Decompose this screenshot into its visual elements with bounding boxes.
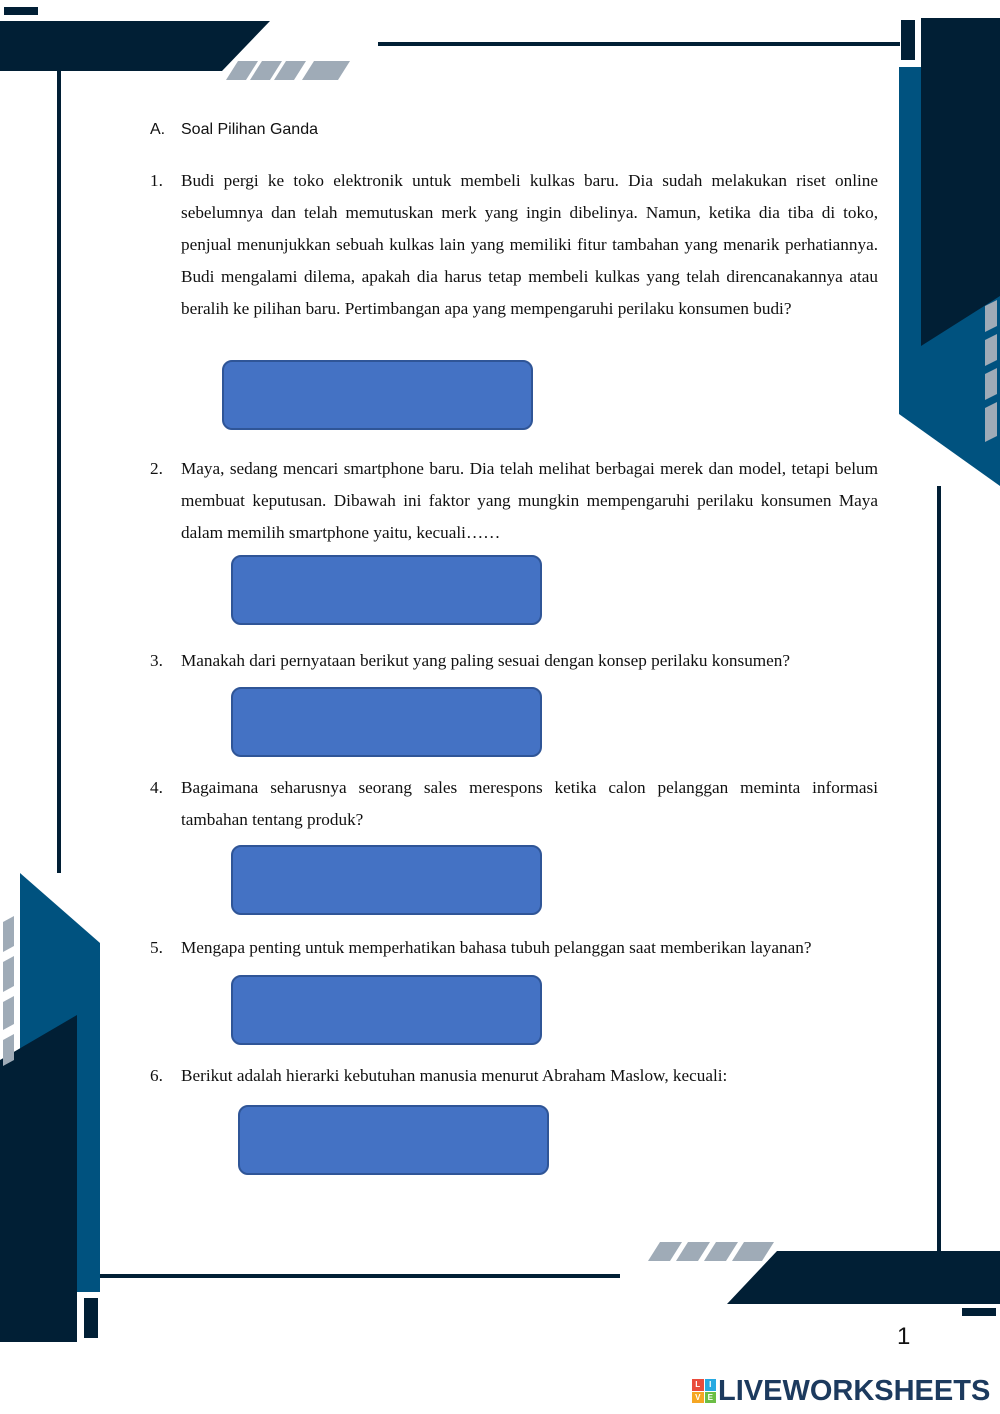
section-letter: A. bbox=[150, 121, 166, 138]
question-text: Maya, sedang mencari smartphone baru. Dia telah melihat berbagai merek dan model, tetapi belum membuat keputusan. Dibawah ini faktor yang mungkin mempengaruhi perilaku konsumen Maya dalam memilih smartphone yaitu, kecuali…… bbox=[181, 459, 878, 542]
bottom-right-footer-bar bbox=[727, 1251, 1000, 1304]
top-left-header-bar bbox=[0, 21, 270, 71]
bottom-left-navy-panel bbox=[0, 1015, 77, 1342]
liveworksheets-logo-icon bbox=[692, 1379, 716, 1403]
answer-box-1[interactable] bbox=[222, 360, 533, 430]
answer-box-3[interactable] bbox=[231, 687, 542, 757]
logo-mark-letter: L bbox=[692, 1379, 704, 1391]
bottom-left-small-block bbox=[84, 1298, 98, 1338]
top-left-stripes bbox=[226, 61, 350, 80]
top-right-navy-panel bbox=[921, 18, 1000, 346]
answer-box-6[interactable] bbox=[238, 1105, 549, 1175]
question-text: Berikut adalah hierarki kebutuhan manusia menurut Abraham Maslow, kecuali: bbox=[181, 1066, 728, 1085]
question-text: Bagaimana seharusnya seorang sales merespons ketika calon pelanggan meminta informasi tambahan tentang produk? bbox=[181, 778, 878, 829]
left-frame-line bbox=[57, 71, 61, 873]
logo-mark-letter: V bbox=[692, 1392, 704, 1404]
liveworksheets-wordmark: LIVEWORKSHEETS bbox=[718, 1374, 991, 1407]
question-number: 3. bbox=[150, 651, 163, 670]
answer-box-2[interactable] bbox=[231, 555, 542, 625]
answer-box-4[interactable] bbox=[231, 845, 542, 915]
bottom-right-small-bar bbox=[962, 1308, 996, 1316]
section-title-text: Soal Pilihan Ganda bbox=[181, 121, 318, 138]
bottom-frame-line bbox=[100, 1274, 620, 1278]
question-2 bbox=[150, 453, 878, 549]
top-left-small-bar bbox=[4, 7, 38, 15]
question-3 bbox=[150, 645, 878, 677]
question-number: 6. bbox=[150, 1066, 163, 1085]
section-title bbox=[150, 121, 318, 139]
logo-mark-letter: I bbox=[705, 1379, 717, 1391]
question-1 bbox=[150, 165, 878, 325]
answer-box-5[interactable] bbox=[231, 975, 542, 1045]
left-stripes bbox=[3, 916, 14, 1066]
question-text: Manakah dari pernyataan berikut yang paling sesuai dengan konsep perilaku konsumen? bbox=[181, 651, 791, 670]
question-number: 1. bbox=[150, 171, 163, 190]
question-5 bbox=[150, 932, 878, 964]
question-number: 5. bbox=[150, 938, 163, 957]
top-frame-line bbox=[378, 42, 900, 46]
bottom-right-stripes bbox=[648, 1242, 774, 1261]
liveworksheets-logo[interactable] bbox=[692, 1376, 990, 1406]
question-number: 2. bbox=[150, 459, 163, 478]
top-right-small-block bbox=[901, 20, 915, 60]
question-text: Budi pergi ke toko elektronik untuk membeli kulkas baru. Dia sudah melakukan riset online sebelumnya dan telah memutuskan merk yang ingin dibelinya. Namun, ketika dia tiba di toko, penjual menunjukkan sebuah kulkas lain yang memiliki fitur tambahan yang menarik perhatiannya. Budi mengalami dilema, apakah dia harus tetap membeli kulkas yang telah direncanakannya atau beralih ke pilihan baru. Pertimbangan apa yang mempengaruhi perilaku konsumen budi? bbox=[181, 171, 878, 318]
right-frame-line bbox=[937, 486, 941, 1258]
logo-mark-letter: E bbox=[705, 1392, 717, 1404]
question-text: Mengapa penting untuk memperhatikan bahasa tubuh pelanggan saat memberikan layanan? bbox=[181, 938, 812, 957]
question-number: 4. bbox=[150, 778, 163, 797]
page-number: 1 bbox=[897, 1323, 911, 1350]
question-4 bbox=[150, 772, 878, 836]
question-6 bbox=[150, 1060, 878, 1092]
